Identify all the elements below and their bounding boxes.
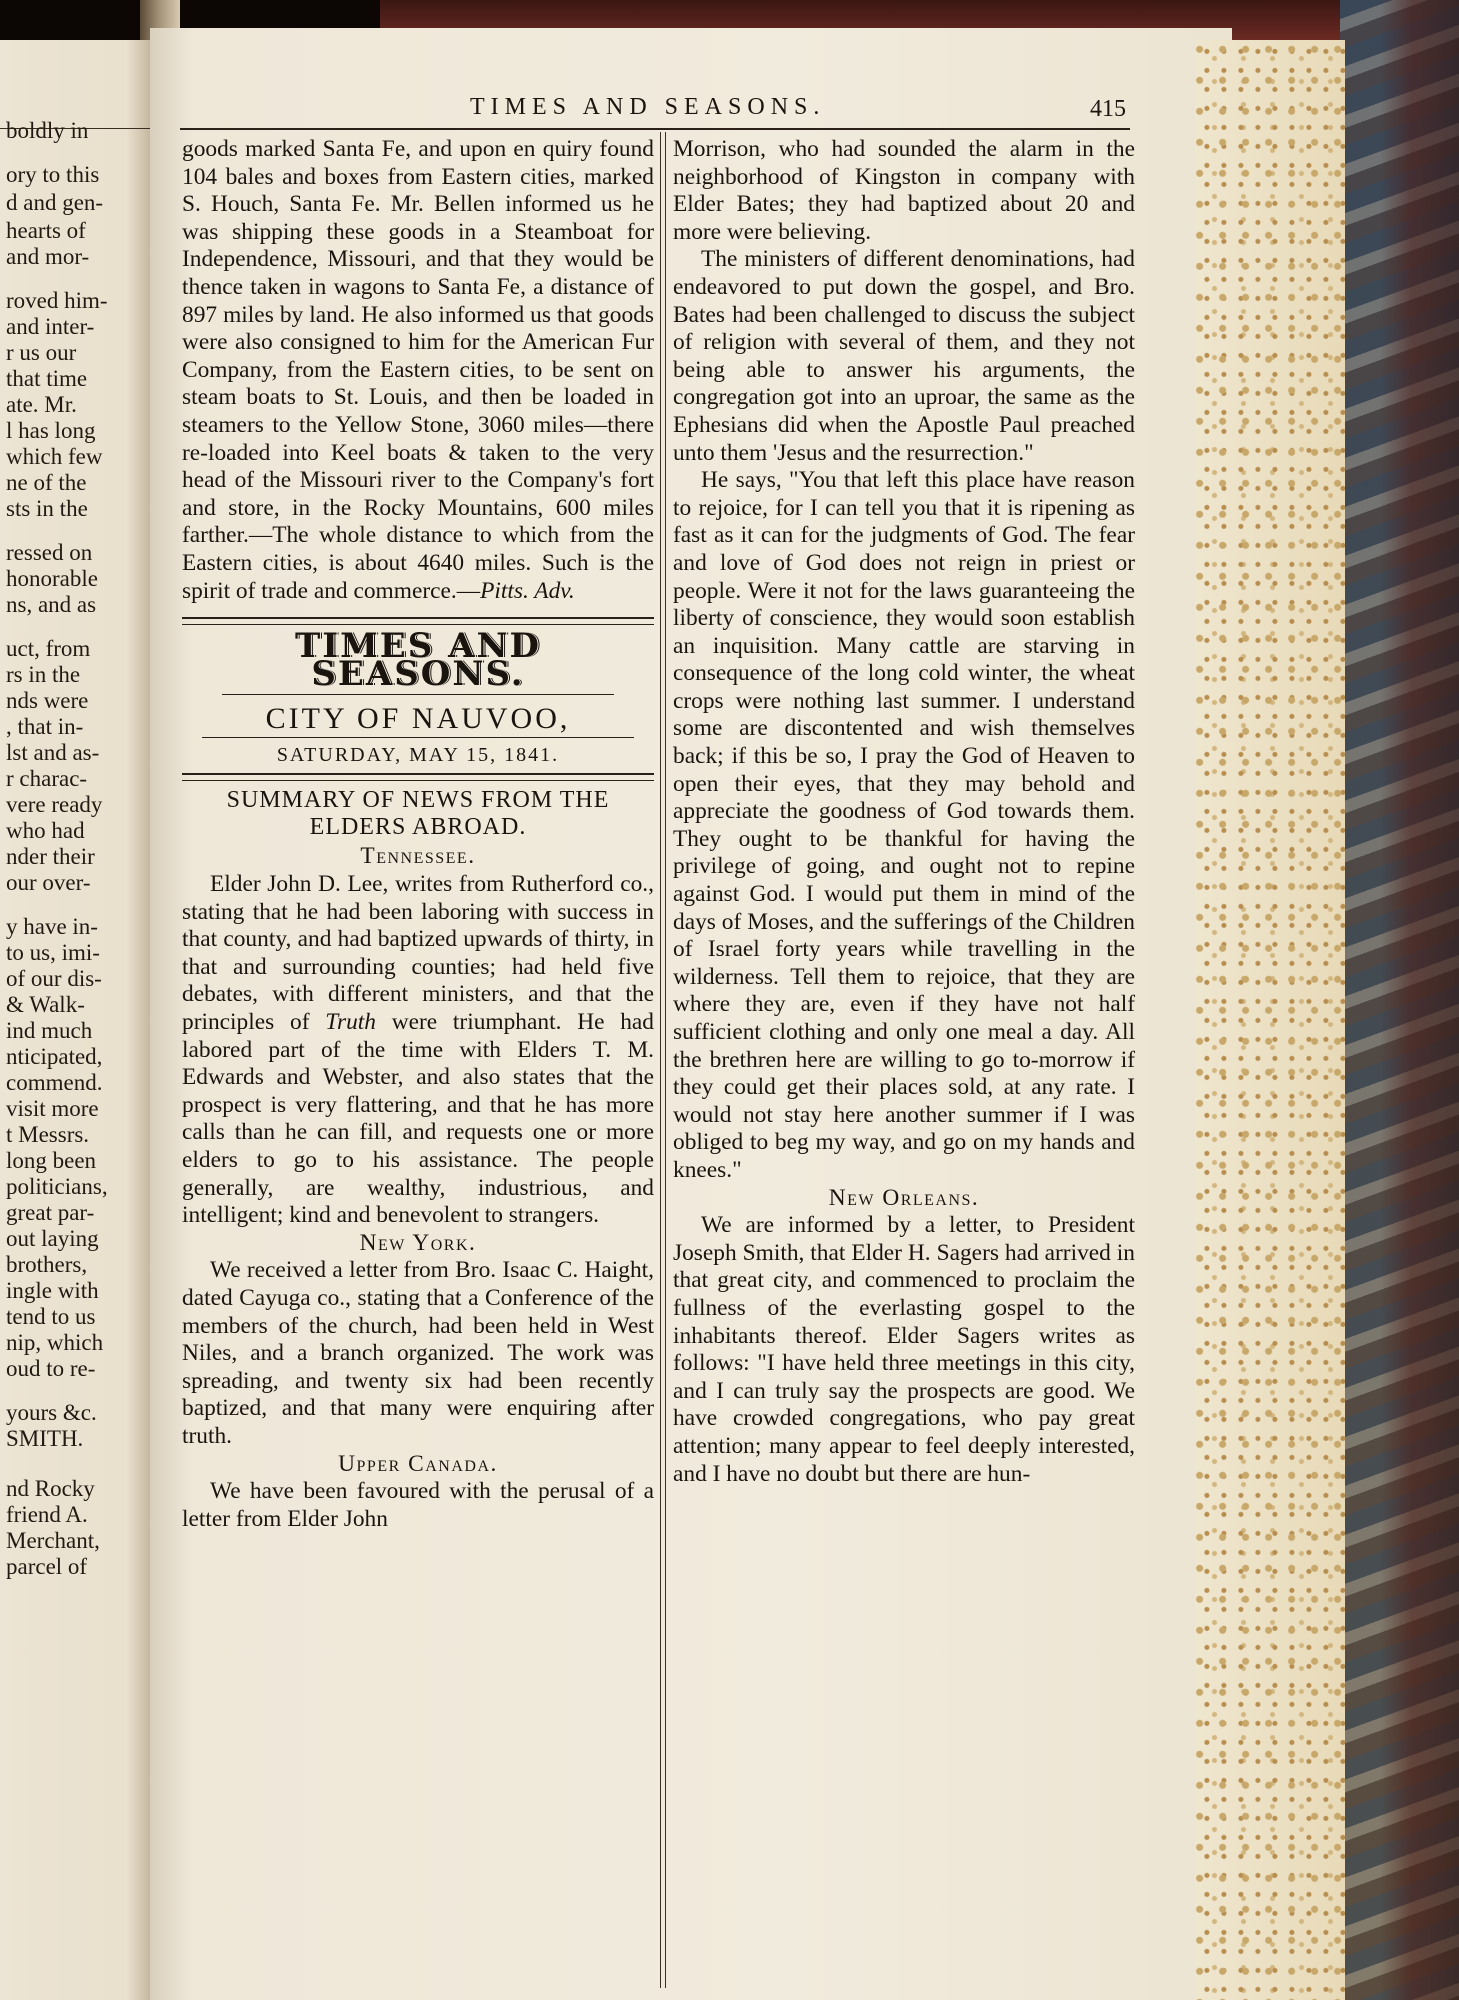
- column-divider: [660, 132, 666, 1988]
- header-rule: [180, 128, 1130, 130]
- previous-page-line: nder their: [6, 844, 95, 869]
- previous-page-line: uct, from: [6, 636, 91, 661]
- previous-page-line: ns, and as: [6, 592, 97, 617]
- dateline: SATURDAY, MAY 15, 1841.: [276, 743, 560, 766]
- new-york-paragraph: We received a letter from Bro. Isaac C. Haight, dated Cayuga co., stating that a Conference of the members of the church, had been held in West Niles, and a branch organized. The work was spreading, and twenty six had been recently baptized, and that many were enquiring after truth.: [182, 1257, 654, 1449]
- previous-page-line: that time: [6, 366, 88, 391]
- previous-page-line: sts in the: [6, 496, 88, 521]
- previous-page-line: nip, which: [6, 1330, 104, 1355]
- previous-page-line: visit more: [6, 1096, 99, 1121]
- previous-page-line: SMITH.: [6, 1426, 84, 1451]
- running-title: TIMES AND SEASONS.: [470, 94, 826, 120]
- previous-page-line: to us, imi-: [6, 940, 100, 965]
- previous-page-line: our over-: [6, 870, 91, 895]
- previous-page-line: boldly in: [6, 118, 89, 143]
- previous-page-line: ressed on: [6, 540, 93, 565]
- page-number: 415: [1090, 96, 1126, 122]
- masthead-underline: [222, 694, 614, 695]
- previous-page-line: , that in-: [6, 714, 84, 739]
- previous-page-line: l has long: [6, 418, 96, 443]
- previous-page-line: y have in-: [6, 914, 98, 939]
- previous-page: [0, 40, 158, 2000]
- page-fore-edge: [1195, 40, 1345, 2000]
- previous-page-line: vere ready: [6, 792, 103, 817]
- previous-page-line: and inter-: [6, 314, 95, 339]
- previous-page-line: ne of the: [6, 470, 87, 495]
- column-right: [673, 136, 1135, 1488]
- previous-page-line: which few: [6, 444, 103, 469]
- column-left: [182, 136, 654, 1533]
- previous-page-line: hearts of: [6, 218, 86, 243]
- dateline-rule: [182, 773, 654, 781]
- masthead: TIMES AND SEASONS.: [294, 626, 542, 694]
- previous-page-line: out laying: [6, 1226, 99, 1251]
- tennessee-paragraph: Elder John D. Lee, writes from Rutherford co., stating that he had been laboring with success in that county, and had baptized upwards of thirty, in that and surrounding counties; had held five debates, with different ministers, and that the principles of Truth were triumphant. He had labored part of the time with Elders T. M. Edwards and Webster, and also states that the prospect is very flattering, and that he has more calls than he can fill, and requests one or more elders to go to his assistance. The people generally, are wealthy, industrious, and intelligent; kind and benevolent to strangers.: [182, 871, 654, 1229]
- masthead-rule: [182, 617, 654, 625]
- book-cover-right: [1380, 0, 1459, 2000]
- previous-page-line: honorable: [6, 566, 98, 591]
- previous-page-line: commend.: [6, 1070, 103, 1095]
- previous-page-line: tend to us: [6, 1304, 96, 1329]
- previous-page-line: ate. Mr.: [6, 392, 77, 417]
- ministers-paragraph: The ministers of different denominations, had endeavored to put down the gospel, and Bro. Bates had been challenged to discuss the subject of religion with several of them, and they not being able to answer his arguments, the congregation got into an uproar, the same as the Ephesians did when the Apostle Paul preached unto them 'Jesus and the resurrection.": [673, 246, 1135, 466]
- city-underline: [202, 737, 634, 738]
- upper-canada-paragraph: We have been favoured with the perusal of a letter from Elder John: [182, 1478, 654, 1532]
- previous-page-line: politicians,: [6, 1174, 108, 1199]
- previous-page-line: d and gen-: [6, 190, 104, 215]
- previous-page-line: nticipated,: [6, 1044, 103, 1069]
- previous-page-line: ory to this: [6, 162, 100, 187]
- subhead-new-york: New York.: [359, 1229, 477, 1256]
- previous-page-line: ingle with: [6, 1278, 99, 1303]
- previous-page-line: nd Rocky: [6, 1476, 95, 1501]
- city-heading: CITY OF NAUVOO,: [265, 702, 571, 736]
- previous-page-line: great par-: [6, 1200, 95, 1225]
- previous-page-line: friend A.: [6, 1502, 88, 1527]
- previous-page-line: yours &c.: [6, 1400, 97, 1425]
- santa-fe-paragraph: goods marked Santa Fe, and upon en quiry found 104 bales and boxes from Eastern cities, marked S. Houch, Santa Fe. Mr. Bellen informed us he was shipping these goods in a Steamboat for Independence, Missouri, and that they would be thence taken in wagons to Santa Fe, a distance of 897 miles by land. He also informed us that goods were also consigned to him for the American Fur Company, from the Eastern cities, to be sent on steam boats to St. Louis, and then be loaded in steamers to the Yellow Stone, 3060 miles—there re-loaded into Keel boats & taken to the very head of the Missouri river to the Company's fort and store, in the Rocky Mountains, 600 miles farther.—The whole distance to which from the Eastern cities, is about 4640 miles. Such is the spirit of trade and commerce.—Pitts. Adv.: [182, 136, 654, 604]
- subhead-upper-canada: Upper Canada.: [338, 1450, 498, 1477]
- previous-page-line: long been: [6, 1148, 97, 1173]
- previous-page-line: ind much: [6, 1018, 93, 1043]
- previous-page-line: r charac-: [6, 766, 88, 791]
- previous-page-line: who had: [6, 818, 85, 843]
- previous-page-line: lst and as-: [6, 740, 100, 765]
- previous-page-line: rs in the: [6, 662, 81, 687]
- previous-page-line: parcel of: [6, 1554, 88, 1579]
- subhead-new-orleans: New Orleans.: [828, 1184, 980, 1211]
- section-title: SUMMARY OF NEWS FROM THE ELDERS ABROAD.: [226, 787, 610, 841]
- previous-page-line: & Walk-: [6, 992, 85, 1017]
- previous-page-line: of our dis-: [6, 966, 102, 991]
- previous-page-line: brothers,: [6, 1252, 88, 1277]
- subhead-tennessee: Tennessee.: [360, 843, 476, 870]
- new-orleans-paragraph: We are informed by a letter, to President Joseph Smith, that Elder H. Sagers had arrived in that great city, and commenced to proclaim the fullness of the everlasting gospel to the inhabitants thereof. Elder Sagers writes as follows: "I have held three meetings in this city, and I can truly say the prospects are good. We have crowded congregations, who pay great attention; many appear to feel deeply interested, and I have no doubt but there are hun-: [673, 1212, 1135, 1487]
- previous-page-line: roved him-: [6, 288, 108, 313]
- previous-page-line: oud to re-: [6, 1356, 96, 1381]
- previous-page-line: r us our: [6, 340, 77, 365]
- morrison-paragraph: Morrison, who had sounded the alarm in the neighborhood of Kingston in company with Elder Bates; they had baptized about 20 and more were believing.: [673, 136, 1135, 245]
- previous-page-line: and mor-: [6, 244, 90, 269]
- previous-page-line: t Messrs.: [6, 1122, 90, 1147]
- source-citation: Pitts. Adv.: [480, 577, 575, 604]
- previous-page-line: Merchant,: [6, 1528, 100, 1553]
- quotation-paragraph: He says, "You that left this place have reason to rejoice, for I can tell you that it is ripening as fast as it can for the judgments of God. The fear and love of God does not reign in priest or people. Were it not for the laws guaranteeing the liberty of conscience, they would soon establish an inquisition. Many cattle are starving in consequence of the long cold winter, the wheat crops were nothing last summer. I understand some are discontented and wish themselves back; if this be so, I pray the God of Heaven to open their eyes, that they may behold and appreciate the goodness of God towards them. They ought to be thankful for having the privilege of going, and ought not to repine against God. I would put them in mind of the days of Moses, and the sufferings of the Children of Israel forty years while travelling in the wilderness. Tell them to rejoice, that they are where they are, even if they have not half sufficient clothing and only one meal a day. All the brethren here are willing to go to-morrow if they could get their places sold, at any rate. I would not stay here another summer if I was obliged to beg my way, and go on my hands and knees.": [673, 467, 1135, 1183]
- previous-page-line: nds were: [6, 688, 89, 713]
